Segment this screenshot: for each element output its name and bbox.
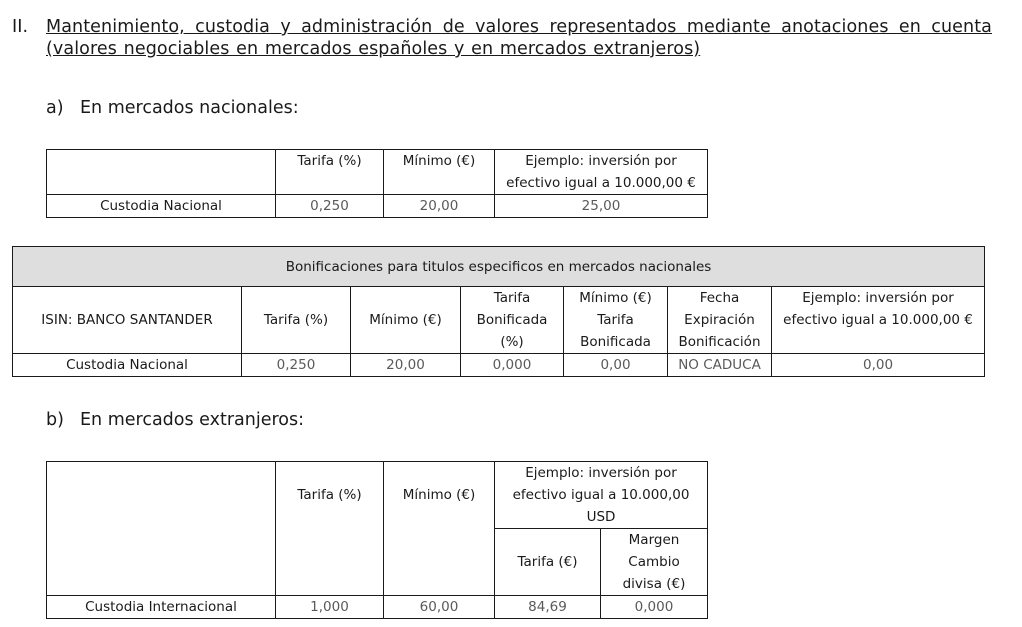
cell-ejemplo: 0,00	[772, 354, 985, 377]
header-tarifa: Tarifa (%)	[276, 462, 384, 596]
row-label: Custodia Nacional	[47, 195, 276, 218]
cell-tarifa: 0,250	[276, 195, 384, 218]
foreign-custody-table	[46, 461, 708, 619]
cell-minimo-bonificado: 0,00	[564, 354, 668, 377]
section-title: Mantenimiento, custodia y administración de valores representados mediante anotaciones en cuenta (valores negociables en mercados españoles y en mercados extranjeros)	[46, 17, 992, 59]
cell-tarifa-bonificada: 0,000	[461, 354, 564, 377]
header-ejemplo: Ejemplo: inversión por efectivo igual a 10.000,00 USD	[495, 462, 708, 529]
header-isin: ISIN: BANCO SANTANDER	[13, 287, 242, 354]
subheader-margen-cambio: Margen Cambio divisa (€)	[601, 529, 708, 596]
foreign-heading-letter: b)	[46, 410, 64, 430]
foreign-markets-heading	[46, 409, 304, 431]
header-empty-cell	[47, 150, 276, 195]
foreign-heading-text: En mercados extranjeros:	[80, 410, 305, 430]
subheader-tarifa: Tarifa (€)	[495, 529, 601, 596]
header-ejemplo: Ejemplo: inversión por efectivo igual a 10.000,00 €	[495, 150, 708, 195]
header-minimo-bonificado: Mínimo (€) Tarifa Bonificada	[564, 287, 668, 354]
cell-minimo: 60,00	[384, 596, 495, 619]
row-label: Custodia Nacional	[13, 354, 242, 377]
row-label: Custodia Internacional	[47, 596, 276, 619]
section-heading	[12, 16, 992, 60]
table-row	[13, 354, 985, 377]
header-ejemplo: Ejemplo: inversión por efectivo igual a 10.000,00 €	[772, 287, 985, 354]
cell-sub-margen: 0,000	[601, 596, 708, 619]
table-header-row	[13, 287, 985, 354]
cell-minimo: 20,00	[351, 354, 461, 377]
cell-sub-tarifa: 84,69	[495, 596, 601, 619]
header-tarifa: Tarifa (%)	[242, 287, 351, 354]
header-minimo: Mínimo (€)	[384, 150, 495, 195]
national-markets-heading	[46, 97, 299, 119]
header-tarifa: Tarifa (%)	[276, 150, 384, 195]
cell-tarifa: 0,250	[242, 354, 351, 377]
national-heading-letter: a)	[46, 98, 64, 118]
cell-minimo: 20,00	[384, 195, 495, 218]
table-header-row	[47, 462, 708, 529]
header-minimo: Mínimo (€)	[351, 287, 461, 354]
table-header-row	[47, 150, 708, 195]
section-number: II.	[12, 17, 29, 37]
header-empty-cell	[47, 462, 276, 596]
cell-ejemplo: 25,00	[495, 195, 708, 218]
national-custody-table	[46, 149, 708, 218]
cell-fecha-expiracion: NO CADUCA	[668, 354, 772, 377]
bonus-banner: Bonificaciones para titulos especificos en mercados nacionales	[13, 247, 985, 287]
cell-tarifa: 1,000	[276, 596, 384, 619]
bonus-banner-row	[13, 247, 985, 287]
header-fecha-expiracion: Fecha Expiración Bonificación	[668, 287, 772, 354]
table-row	[47, 195, 708, 218]
header-tarifa-bonificada: Tarifa Bonificada (%)	[461, 287, 564, 354]
header-minimo: Mínimo (€)	[384, 462, 495, 596]
table-row	[47, 596, 708, 619]
national-heading-text: En mercados nacionales:	[80, 98, 299, 118]
bonus-table	[12, 246, 985, 377]
